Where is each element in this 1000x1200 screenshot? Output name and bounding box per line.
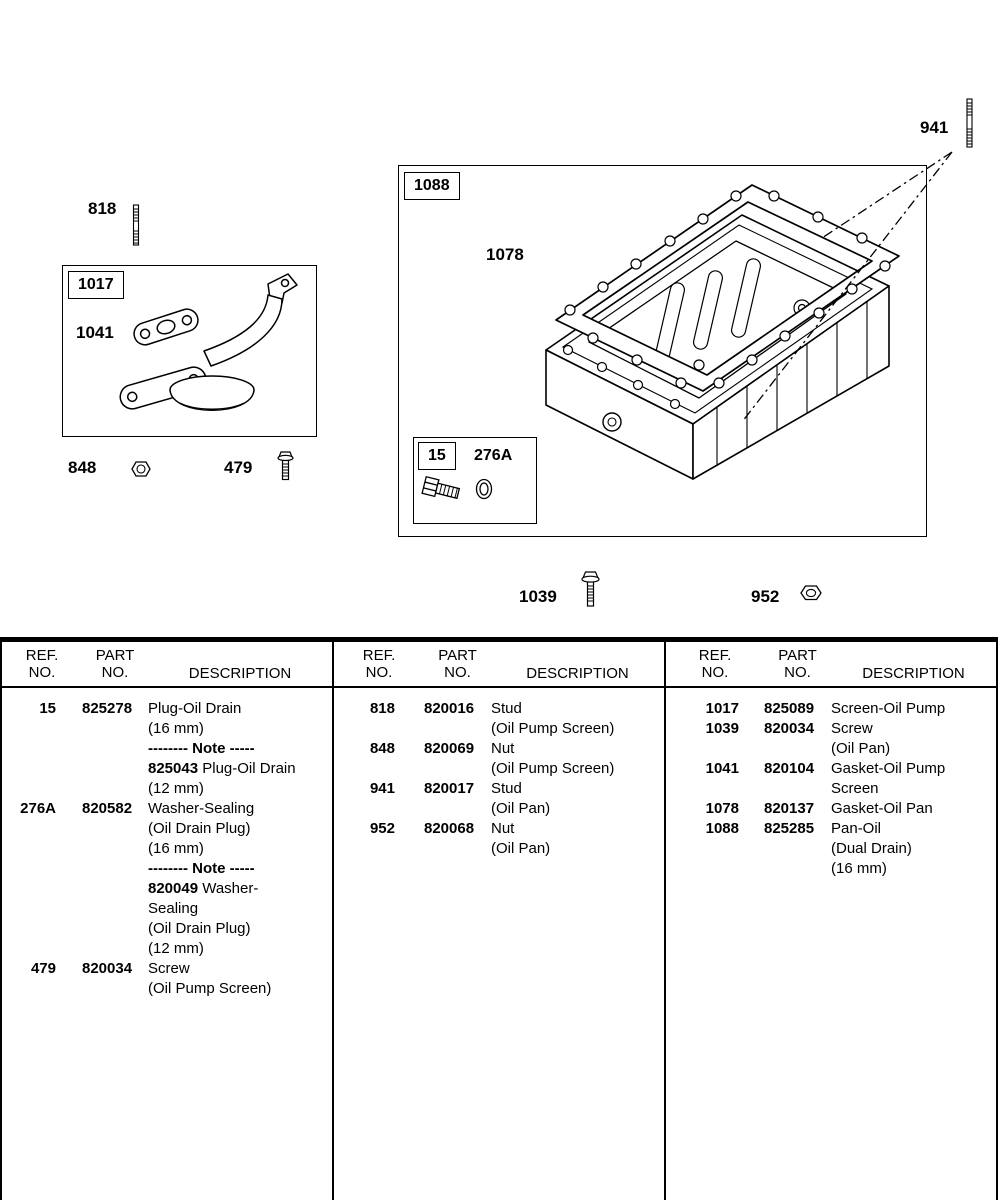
part-no: [424, 839, 491, 859]
table-header: [2, 642, 332, 688]
ref-no: 818: [369, 700, 395, 717]
nut-848-icon: [131, 460, 151, 478]
table-row: [334, 699, 664, 719]
ref-no: [2, 899, 82, 919]
table-row: [2, 859, 332, 879]
table-row: [2, 759, 332, 779]
header-description-label: DESCRIPTION: [188, 665, 292, 682]
table-row: [2, 739, 332, 759]
header-part-line1: PART: [778, 647, 817, 664]
label-848: 848: [68, 458, 97, 477]
part-no: 820104: [764, 760, 815, 777]
table-row: [2, 879, 332, 899]
part-no: [764, 779, 831, 799]
part-no: [82, 919, 148, 939]
ref-no: [334, 719, 424, 739]
header-part-line2: NO.: [444, 664, 471, 681]
nut-952-icon: [800, 584, 822, 602]
table-row: [2, 919, 332, 939]
description: (16 mm): [831, 860, 887, 877]
table-row: [2, 839, 332, 859]
description: -------- Note -----: [148, 860, 255, 877]
table-row: [2, 799, 332, 819]
description: (Oil Pan): [491, 800, 551, 817]
ref-no: 479: [30, 960, 56, 977]
description: Screw: [831, 720, 873, 737]
part-no: 820016: [424, 700, 475, 717]
header-ref-no: [334, 647, 424, 686]
ref-no: [2, 859, 82, 879]
table-row: [2, 899, 332, 919]
part-no: [82, 719, 148, 739]
table-row: [666, 739, 996, 759]
table-body: [666, 688, 996, 879]
ref-no: 1041: [705, 760, 739, 777]
table-row: [2, 719, 332, 739]
table-row: [334, 779, 664, 799]
part-no: [424, 799, 491, 819]
label-276A: 276A: [474, 447, 513, 464]
description: (Oil Pan): [491, 840, 551, 857]
table-row: [2, 959, 332, 979]
ref-no: [2, 819, 82, 839]
table-row: [334, 719, 664, 739]
table-row: [666, 819, 996, 839]
label-1088: 1088: [404, 172, 460, 200]
description: (Oil Pump Screen): [491, 720, 615, 737]
table-row: [2, 939, 332, 959]
header-part-no: [82, 647, 148, 686]
ref-no: [2, 779, 82, 799]
part-no: 820069: [424, 740, 475, 757]
ref-no: [2, 839, 82, 859]
description: (Oil Drain Plug): [148, 920, 251, 937]
table-row: [2, 779, 332, 799]
description: 820049 Washer-: [148, 880, 259, 897]
description: Pan-Oil: [831, 820, 882, 837]
header-part-line1: PART: [438, 647, 477, 664]
part-no: [424, 759, 491, 779]
ref-no: [334, 839, 424, 859]
part-no: [82, 779, 148, 799]
description: (Dual Drain): [831, 840, 912, 857]
header-description: [491, 647, 664, 686]
table-row: [2, 699, 332, 719]
description: Stud: [491, 700, 522, 717]
description: (12 mm): [148, 780, 204, 797]
table-row: [666, 699, 996, 719]
table-row: [2, 979, 332, 999]
label-818: 818: [88, 199, 117, 218]
description: Nut: [491, 740, 515, 757]
table-header: [666, 642, 996, 688]
header-description-label: DESCRIPTION: [862, 665, 965, 682]
description: Plug-Oil Drain: [148, 700, 242, 717]
description: Screen-Oil Pump: [831, 700, 946, 717]
ref-no: [334, 799, 424, 819]
header-part-line2: NO.: [101, 664, 129, 681]
screw-1039-icon: [581, 571, 600, 607]
description: Gasket-Oil Pump: [831, 760, 946, 777]
part-no: [82, 899, 148, 919]
ref-no: 15: [39, 700, 56, 717]
description: Stud: [491, 780, 522, 797]
part-no: [82, 759, 148, 779]
label-1017: 1017: [68, 271, 124, 299]
part-no: [82, 739, 148, 759]
table-row: [666, 719, 996, 739]
part-no: [82, 879, 148, 899]
header-part-no: [424, 647, 491, 686]
table-body: [2, 688, 332, 999]
description: Screen: [831, 780, 879, 797]
part-no: 820068: [424, 820, 475, 837]
table-row: [666, 859, 996, 879]
header-part-line1: PART: [95, 647, 135, 664]
table-row: [2, 819, 332, 839]
table-row: [334, 759, 664, 779]
part-no: [424, 719, 491, 739]
description: (Oil Drain Plug): [148, 820, 251, 837]
description: Nut: [491, 820, 515, 837]
part-no: [82, 979, 148, 999]
description: (Oil Pan): [831, 740, 891, 757]
table-column-1: [2, 642, 334, 1200]
ref-no: [666, 779, 764, 799]
header-ref-line2: NO.: [365, 664, 393, 681]
header-ref-line1: REF.: [362, 647, 396, 664]
description: 825043 Plug-Oil Drain: [148, 760, 296, 777]
drain-plug-drawing: [420, 472, 530, 518]
table-body: [334, 688, 664, 859]
label-1039: 1039: [519, 587, 557, 606]
ref-no: 1017: [705, 700, 739, 717]
ref-no: [2, 879, 82, 899]
header-description-label: DESCRIPTION: [526, 665, 629, 682]
header-part-no: [764, 647, 831, 686]
header-part-line2: NO.: [784, 664, 811, 681]
part-no: 820034: [82, 960, 133, 977]
header-description: [831, 647, 996, 686]
description: (16 mm): [148, 720, 204, 737]
screw-479-icon: [277, 451, 294, 481]
ref-no: 1078: [705, 800, 739, 817]
part-no: [764, 739, 831, 759]
stud-818-icon: [130, 204, 142, 246]
part-no: 825278: [82, 700, 133, 717]
table-row: [666, 799, 996, 819]
description: Gasket-Oil Pan: [831, 800, 933, 817]
ref-no: [2, 759, 82, 779]
oil-pump-screen-drawing: [85, 272, 310, 432]
label-1041: 1041: [76, 323, 114, 342]
description: (16 mm): [148, 840, 204, 857]
part-no: [82, 819, 148, 839]
header-ref-line1: REF.: [698, 647, 732, 664]
part-no: [82, 939, 148, 959]
header-ref-no: [666, 647, 764, 686]
label-15: 15: [418, 442, 456, 470]
table-row: [666, 779, 996, 799]
table-row: [666, 759, 996, 779]
ref-no: [666, 839, 764, 859]
table-row: [666, 839, 996, 859]
table-column-2: [334, 642, 666, 1200]
label-941: 941: [920, 118, 949, 137]
stud-941-icon: [963, 98, 976, 148]
ref-no: 952: [369, 820, 395, 837]
parts-table: [0, 637, 998, 1200]
ref-no: 1088: [705, 820, 739, 837]
part-no: 820582: [82, 800, 133, 817]
header-description: [148, 647, 332, 686]
description: Screw: [148, 960, 190, 977]
ref-no: [2, 719, 82, 739]
label-952: 952: [751, 587, 780, 606]
ref-no: [2, 739, 82, 759]
ref-no: 1039: [705, 720, 739, 737]
table-row: [334, 819, 664, 839]
table-column-3: [666, 642, 996, 1200]
part-no: 820034: [764, 720, 815, 737]
ref-no: 276A: [20, 800, 56, 817]
header-ref-line1: REF.: [25, 647, 59, 664]
table-row: [334, 799, 664, 819]
table-header: [334, 642, 664, 688]
table-row: [334, 739, 664, 759]
ref-no: [2, 979, 82, 999]
description: (Oil Pump Screen): [491, 760, 615, 777]
ref-no: [2, 939, 82, 959]
header-ref-line2: NO.: [701, 664, 729, 681]
part-no: [764, 859, 831, 879]
ref-no: [666, 859, 764, 879]
description: Washer-Sealing: [148, 800, 255, 817]
label-479: 479: [224, 458, 253, 477]
ref-no: 941: [369, 780, 395, 797]
ref-no: [334, 759, 424, 779]
part-no: 820017: [424, 780, 475, 797]
label-1078: 1078: [486, 245, 524, 264]
header-ref-line2: NO.: [28, 664, 56, 681]
part-no: [764, 839, 831, 859]
header-ref-no: [2, 647, 82, 686]
part-no: 820137: [764, 800, 815, 817]
description: -------- Note -----: [148, 740, 255, 757]
part-no: [82, 839, 148, 859]
part-no: 825089: [764, 700, 815, 717]
description: Sealing: [148, 900, 199, 917]
part-no: [82, 859, 148, 879]
table-row: [334, 839, 664, 859]
description: (12 mm): [148, 940, 204, 957]
ref-no: [2, 919, 82, 939]
description: (Oil Pump Screen): [148, 980, 272, 997]
part-no: 825285: [764, 820, 815, 837]
ref-no: 848: [369, 740, 395, 757]
ref-no: [666, 739, 764, 759]
